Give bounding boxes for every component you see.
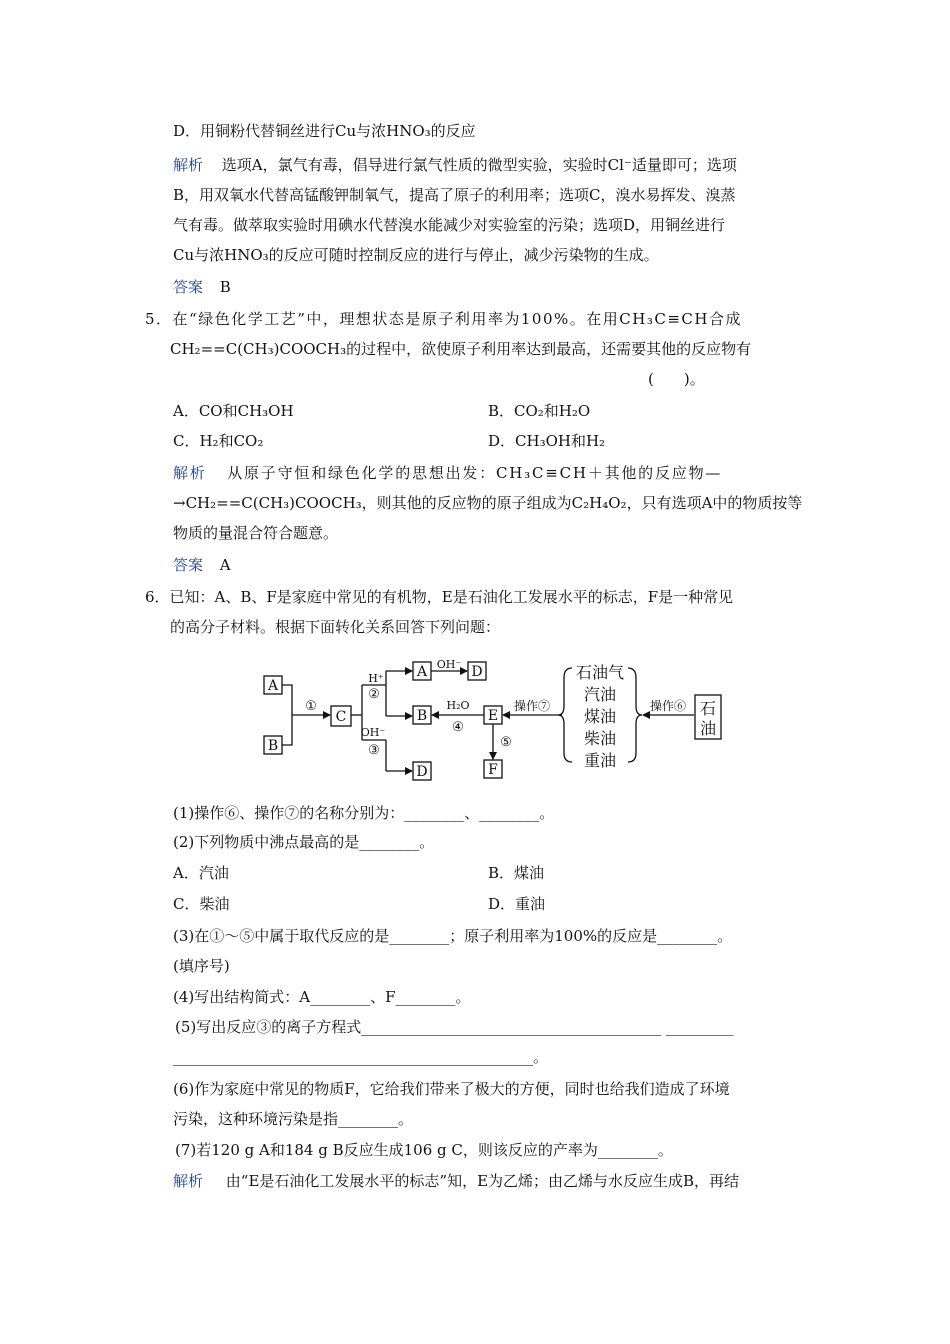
water-label: H₂O xyxy=(446,699,470,712)
q6-analysis-label: 解析 xyxy=(173,1172,204,1190)
fraction-kerosene: 煤油 xyxy=(583,707,617,726)
oh-minus-label-2: OH⁻ xyxy=(360,726,386,739)
q4-analysis-label: 解析 xyxy=(173,156,204,174)
step-1-label: ① xyxy=(305,699,317,714)
q5-stem-line-2: CH₂==C(CH₃)COOCH₃的过程中，欲使原子利用率达到最高，还需要其他的反应物有 xyxy=(170,340,752,358)
q6-sub-2: (2)下列物质中沸点最高的是________。 xyxy=(173,833,435,851)
q4-answer-value: B xyxy=(219,278,231,296)
box-f-label: F xyxy=(488,762,498,778)
fraction-heavy-oil: 重油 xyxy=(583,751,617,770)
q5-analysis-text-1: 从原子守恒和绿色化学的思想出发：CH₃C≡CH＋其他的反应物— xyxy=(227,464,723,482)
q4-option-d: D．用铜粉代替铜丝进行Cu与浓HNO₃的反应 xyxy=(173,122,476,140)
fraction-petroleum-gas: 石油气 xyxy=(575,663,625,682)
q5-answer xyxy=(173,555,231,575)
box-d1-label: D xyxy=(471,664,483,680)
q5-stem-line-1: 5．在“绿色化学工艺”中，理想状态是原子利用率为100%。在用CH₃C≡CH合成 xyxy=(145,310,742,328)
q6-stem-line-1: 6．已知：A、B、F是家庭中常见的有机物，E是石油化工发展水平的标志，F是一种常见 xyxy=(145,588,734,606)
q5-analysis-line-1 xyxy=(173,463,722,483)
step-4-label: ④ xyxy=(452,720,464,735)
op6-label: 操作⑥ xyxy=(649,699,687,713)
q6-sub2-option-d: D．重油 xyxy=(488,895,546,913)
oh-minus-label-1: OH⁻ xyxy=(436,658,462,671)
q6-sub-3-line-2: (填序号) xyxy=(173,957,230,975)
q5-analysis-line-2: →CH₂==C(CH₃)COOCH₃，则其他的反应物的原子组成为C₂H₄O₂，只有选项A中的物质按等 xyxy=(173,494,803,512)
q6-sub-7: (7)若120 g A和184 g B反应生成106 g C，则该反应的产率为________。 xyxy=(175,1141,673,1159)
q5-option-b: B．CO₂和H₂O xyxy=(488,402,591,420)
q6-sub2-option-b: B．煤油 xyxy=(488,864,545,882)
h-plus-label: H⁺ xyxy=(368,672,384,685)
q4-analysis-line-2: B，用双氧水代替高锰酸钾制氧气，提高了原子的利用率；选项C，溴水易挥发、溴蒸 xyxy=(173,186,736,204)
q6-sub-5-line-2: ________________________________________________。 xyxy=(173,1048,549,1066)
q5-analysis-label: 解析 xyxy=(173,464,207,482)
box-e-label: E xyxy=(487,708,499,724)
q6-analysis-line-1 xyxy=(173,1171,739,1191)
q6-sub-6-line-1: (6)作为家庭中常见的物质F，它给我们带来了极大的方便，同时也给我们造成了环境 xyxy=(173,1080,730,1098)
q6-sub-1: (1)操作⑥、操作⑦的名称分别为：________、________。 xyxy=(173,804,555,822)
q4-analysis-line-4: Cu与浓HNO₃的反应可随时控制反应的进行与停止，减少污染物的生成。 xyxy=(173,246,659,264)
step-5-label: ⑤ xyxy=(500,735,512,750)
q4-analysis-line-1 xyxy=(173,155,737,175)
q5-analysis-line-3: 物质的量混合符合题意。 xyxy=(173,524,339,542)
q4-analysis-text-1: 选项A，氯气有毒，倡导进行氯气性质的微型实验，实验时Cl⁻适量即可；选项 xyxy=(221,156,737,174)
q6-sub2-option-c: C．柴油 xyxy=(173,895,230,913)
box-b-label: B xyxy=(267,738,279,754)
q5-answer-label: 答案 xyxy=(173,556,204,574)
q6-sub2-option-a: A．汽油 xyxy=(173,864,229,882)
q5-answer-bracket: ( )。 xyxy=(648,370,705,388)
box-d2-label: D xyxy=(416,764,428,780)
box-c-label: C xyxy=(335,709,347,725)
q5-option-c: C．H₂和CO₂ xyxy=(173,432,264,450)
q6-stem-line-2: 的高分子材料。根据下面转化关系回答下列问题： xyxy=(170,618,501,636)
petroleum-char-2: 油 xyxy=(699,719,717,738)
q6-sub-4: (4)写出结构简式：A________、F________。 xyxy=(173,988,471,1006)
fraction-diesel: 柴油 xyxy=(583,729,617,748)
q4-answer-label: 答案 xyxy=(173,278,204,296)
q4-answer xyxy=(173,277,231,297)
q5-answer-value: A xyxy=(219,556,231,574)
q6-sub-3-line-1: (3)在①～⑤中属于取代反应的是________；原子利用率为100%的反应是________。 xyxy=(173,927,733,945)
q6-analysis-text-1: 由“E是石油化工发展水平的标志”知，E为乙烯；由乙烯与水反应生成B，再结 xyxy=(225,1172,740,1190)
box-a2-label: A xyxy=(416,664,428,680)
q4-analysis-line-3: 气有毒。做萃取实验时用碘水代替溴水能减少对实验室的污染；选项D，用铜丝进行 xyxy=(173,216,726,234)
fraction-gasoline: 汽油 xyxy=(583,685,617,704)
op7-label: 操作⑦ xyxy=(513,699,551,713)
petroleum-char-1: 石 xyxy=(699,699,717,718)
q6-sub-6-line-2: 污染，这种环境污染是指________。 xyxy=(173,1110,414,1128)
step-2-label: ② xyxy=(368,687,380,702)
q5-option-d: D．CH₃OH和H₂ xyxy=(488,432,606,450)
conversion-diagram xyxy=(258,658,728,788)
box-b2-label: B xyxy=(416,708,428,724)
q6-sub-5-line-1: (5)写出反应③的离子方程式________________________________________ _________ xyxy=(175,1018,734,1036)
q5-option-a: A．CO和CH₃OH xyxy=(173,402,294,420)
step-3-label: ③ xyxy=(368,743,380,758)
box-a-label: A xyxy=(267,678,279,694)
